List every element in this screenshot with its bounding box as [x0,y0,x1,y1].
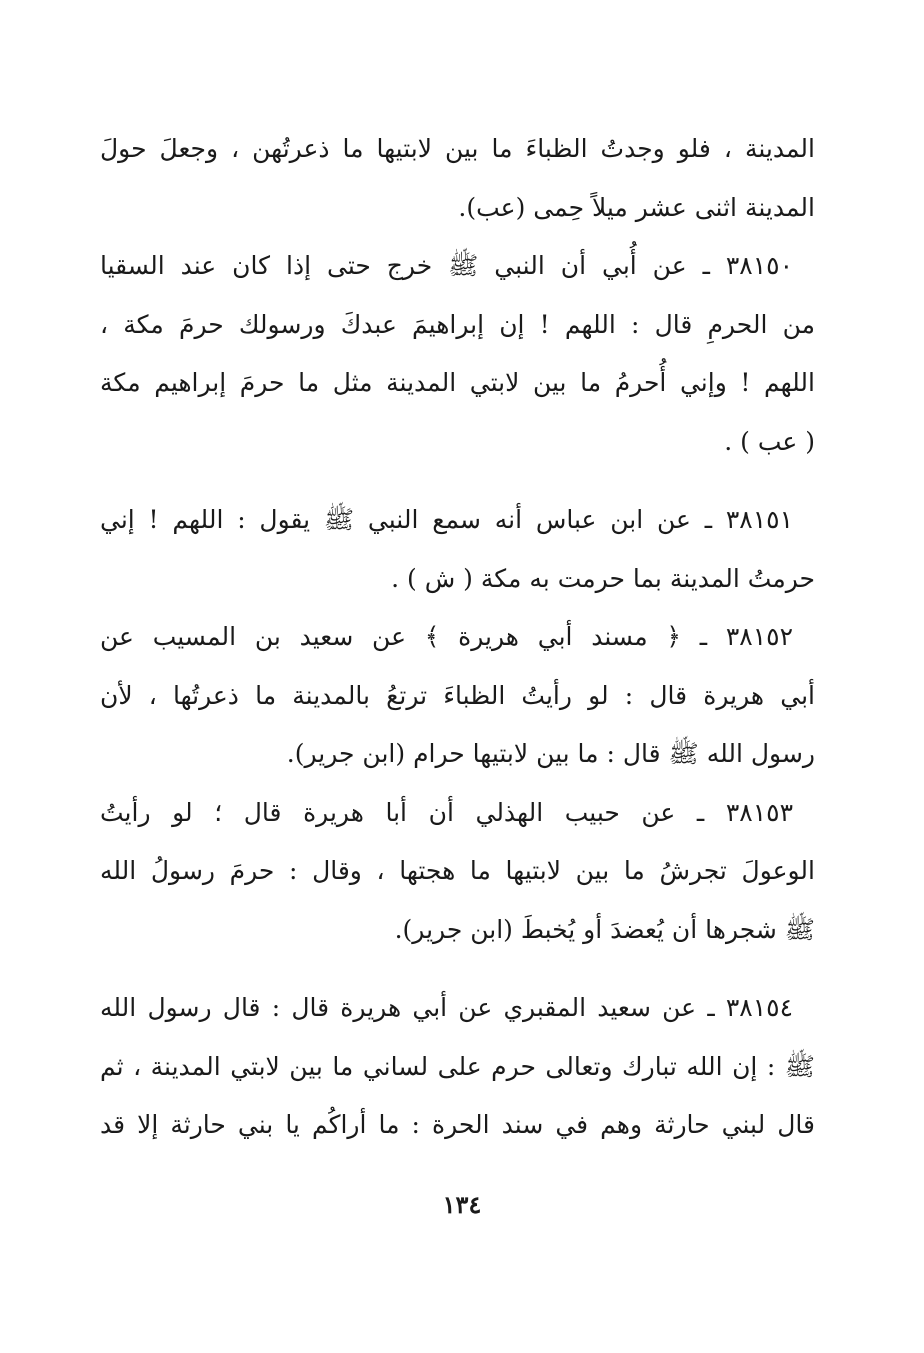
text-line: ﷺ شجرها أن يُعضدَ أو يُخبطَ (ابن جرير). [394,914,815,944]
text-line: اللهم ! وإني أُحرمُ ما بين لابتي المدينة مثل ما حرمَ إبراهيم مكة [100,368,815,397]
body-text [100,120,815,1155]
hadith-start-line: ٣٨١٥٠ ـ عن أُبي أن النبي ﷺ خرج حتى إذا كان عند السقيا [100,251,793,280]
text-line: قال لبني حارثة وهم في سند الحرة : ما أراكُم يا بني حارثة إلا قد [100,1110,815,1139]
page-number: ١٣٤ [442,1190,482,1219]
text-line: الوعولَ تجرشُ ما بين لابتيها ما هجتها ، وقال : حرمَ رسولُ الله [100,856,815,885]
text-line: ( عب ) . [724,426,815,456]
hadith-start-line: ٣٨١٥٢ ـ ﴿ مسند أبي هريرة ﴾ عن سعيد بن المسيب عن [100,622,793,651]
hadith-start-line: ٣٨١٥٣ ـ عن حبيب الهذلي أن أبا هريرة قال ؛ لو رأيتُ [100,797,793,827]
text-line: ﷺ : إن الله تبارك وتعالى حرم على لساني ما بين لابتي المدينة ، ثم [100,1051,815,1081]
text-line: من الحرمِ قال : اللهم ! إن إبراهيمَ عبدكَ ورسولك حرمَ مكة ، [100,309,815,339]
hadith-start-line: ٣٨١٥١ ـ عن ابن عباس أنه سمع النبي ﷺ يقول : اللهم ! إني [100,505,793,534]
hadith-start-line: ٣٨١٥٤ ـ عن سعيد المقبري عن أبي هريرة قال : قال رسول الله [100,993,793,1022]
text-line: حرمتُ المدينة بما حرمت به مكة ( ش ) . [391,563,815,593]
text-line: رسول الله ﷺ قال : ما بين لابتيها حرام (ابن جرير). [286,739,815,768]
text-line: المدينة ، فلو وجدتُ الظباءَ ما بين لابتيها ما ذعرتُهن ، وجعلَ حولَ [100,134,815,163]
text-line: المدينة اثنى عشر ميلاً حِمى (عب). [458,192,815,222]
text-line: أبي هريرة قال : لو رأيتُ الظباءَ ترتعُ بالمدينة ما ذعرتُها ، لأن [100,680,815,710]
